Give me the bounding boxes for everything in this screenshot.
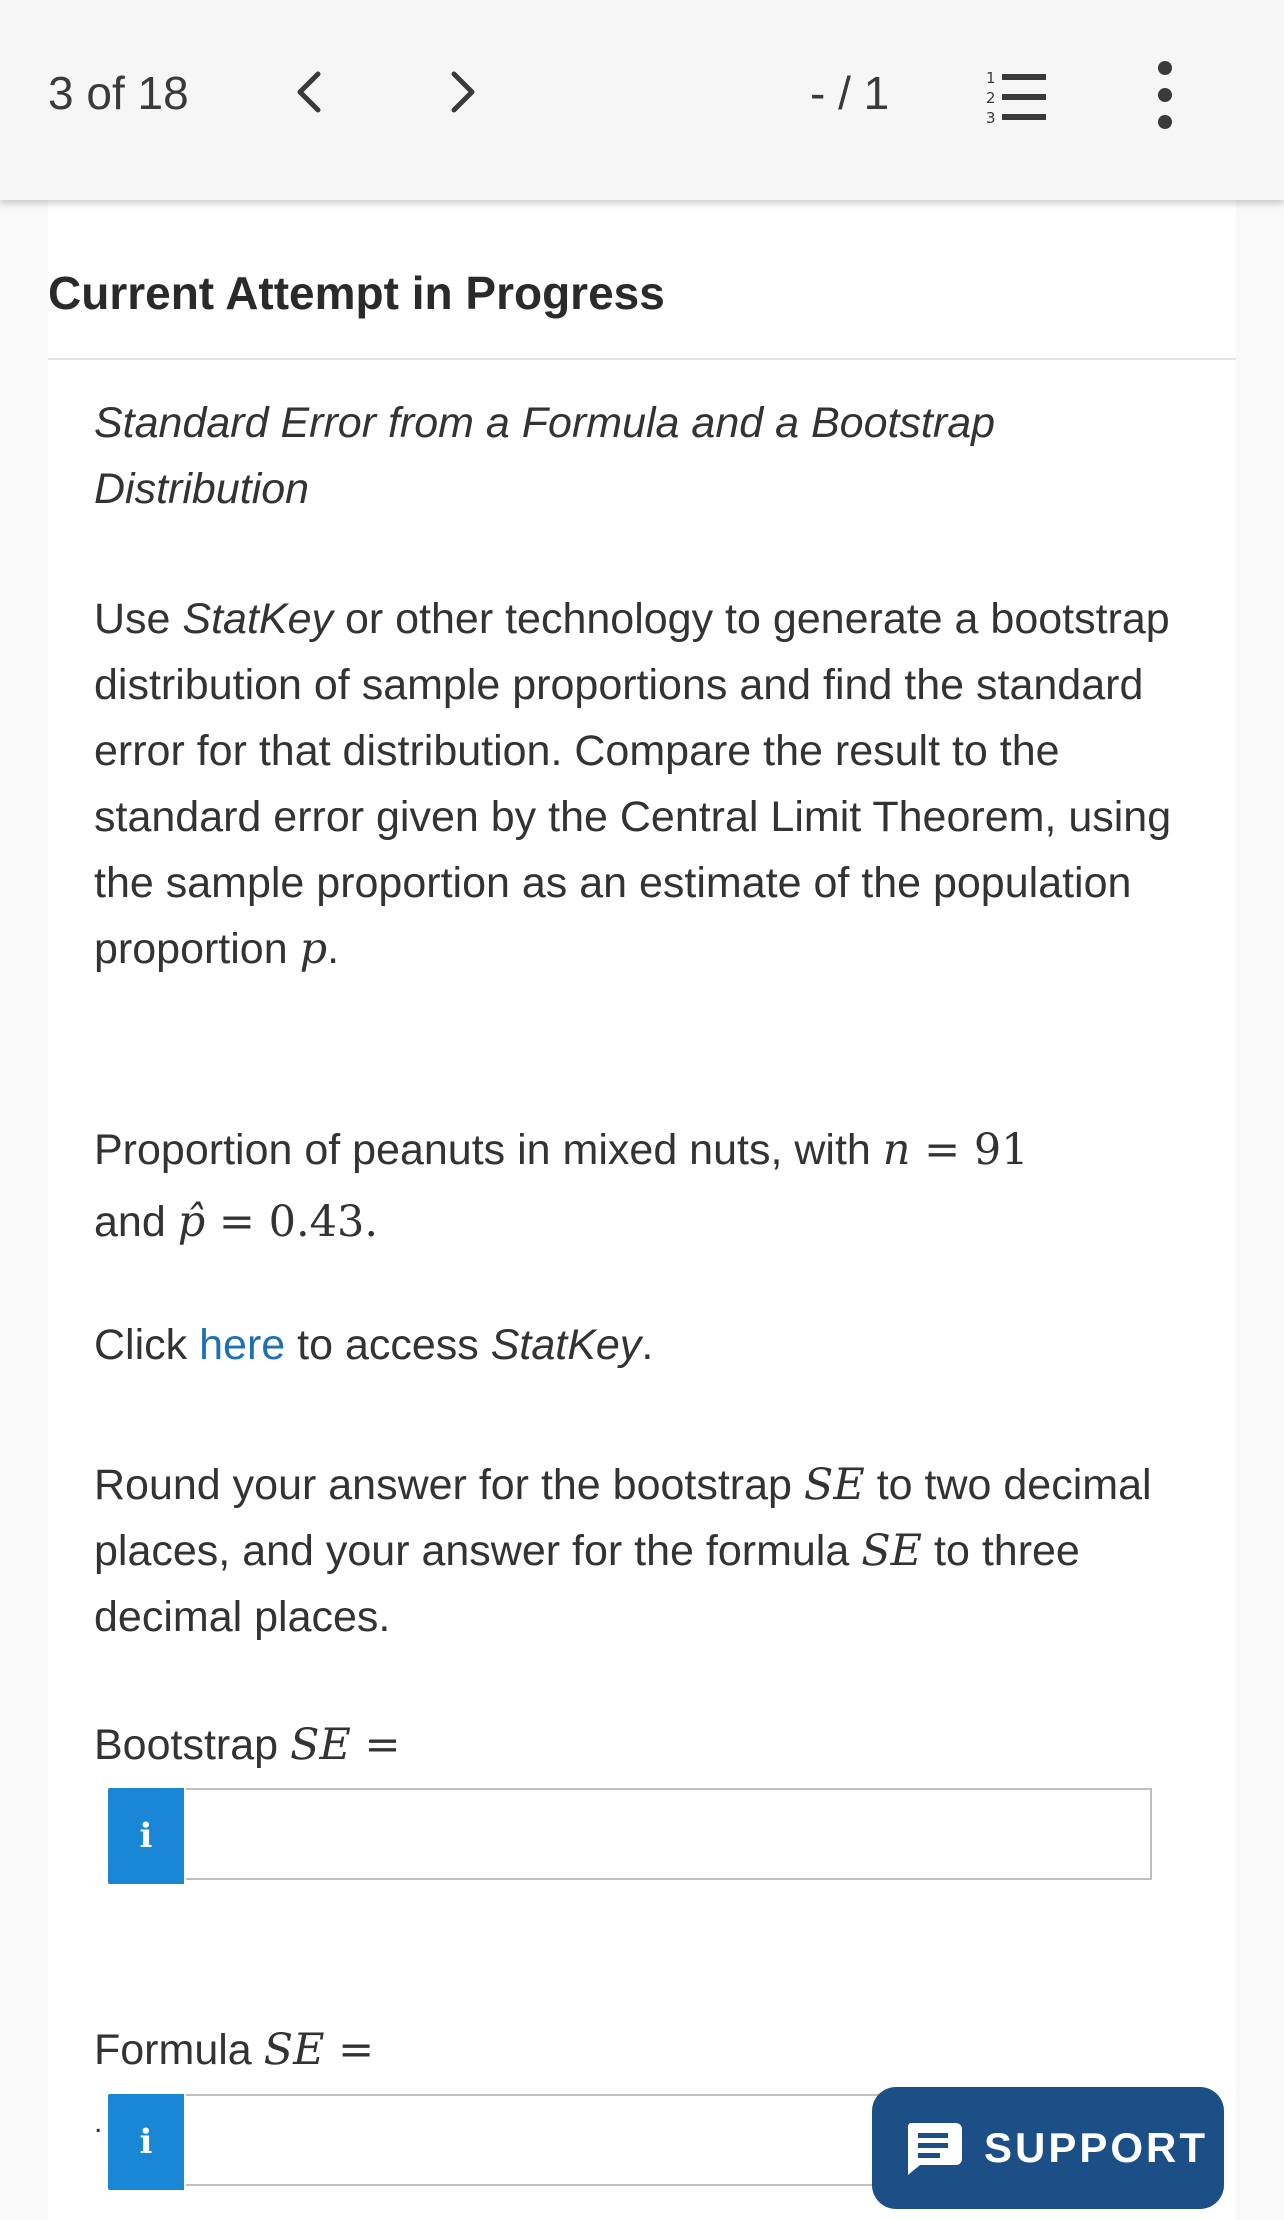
question-data bbox=[94, 1114, 1204, 1258]
more-options-button[interactable] bbox=[1140, 58, 1190, 132]
rounding-instructions bbox=[94, 1452, 1234, 1650]
se-symbol: SE bbox=[861, 1526, 923, 1576]
label-text: Bootstrap bbox=[94, 1721, 290, 1769]
top-bar bbox=[0, 0, 1284, 200]
bootstrap-se-label bbox=[94, 1720, 401, 1770]
data-text: Proportion of peanuts in mixed nuts, with bbox=[94, 1126, 883, 1174]
numbered-list-icon bbox=[984, 66, 1048, 126]
instruction-text: . bbox=[327, 925, 340, 973]
formula-info-button[interactable]: i bbox=[108, 2094, 184, 2190]
equals: = bbox=[205, 1197, 269, 1247]
statkey-link[interactable]: here bbox=[199, 1321, 286, 1369]
bootstrap-se-input[interactable] bbox=[186, 1788, 1152, 1880]
formula-se-label bbox=[94, 2025, 374, 2075]
svg-text:3: 3 bbox=[986, 109, 996, 126]
previous-question-button[interactable] bbox=[278, 62, 338, 122]
round-text: to two decimal places, and your answer for the formula bbox=[94, 1461, 1152, 1575]
round-text: Round your answer for the bootstrap bbox=[94, 1461, 804, 1509]
click-text: . bbox=[641, 1321, 654, 1369]
equals: = bbox=[910, 1125, 974, 1175]
svg-text:2: 2 bbox=[986, 89, 996, 107]
n-symbol: n bbox=[882, 1125, 911, 1175]
svg-text:1: 1 bbox=[986, 69, 996, 87]
se-symbol: SE bbox=[263, 2025, 325, 2075]
statkey-name: StatKey bbox=[490, 1321, 642, 1369]
question-title: Standard Error from a Formula and a Bootstrap Distribution bbox=[94, 399, 996, 513]
chevron-left-icon bbox=[294, 70, 322, 114]
label-text: Formula bbox=[94, 2026, 264, 2074]
chevron-right-icon bbox=[450, 70, 478, 114]
se-symbol: SE bbox=[290, 1720, 351, 1770]
p-hat-value: 0.43. bbox=[268, 1197, 379, 1247]
question-counter: 3 of 18 bbox=[48, 67, 189, 119]
equals: = bbox=[350, 1720, 401, 1770]
equals: = bbox=[324, 2025, 375, 2075]
click-text: Click bbox=[94, 1321, 200, 1369]
support-label: SUPPORT bbox=[984, 2124, 1209, 2171]
click-text: to access bbox=[285, 1321, 491, 1369]
data-text: and bbox=[94, 1198, 178, 1246]
question-instructions bbox=[94, 586, 1204, 982]
support-button[interactable] bbox=[872, 2087, 1224, 2209]
separator-dot: . bbox=[94, 2106, 103, 2139]
question-list-button[interactable] bbox=[984, 66, 1048, 126]
bootstrap-info-button[interactable]: i bbox=[108, 1788, 184, 1884]
next-question-button[interactable] bbox=[434, 62, 494, 122]
instruction-text: or other technology to generate a bootstrap distribution of sample proportions and find the standard error for that distribution. Compare the result to the standard error given by the Central Limit Theorem, using the sample proportion as an estimate of the population proportion bbox=[94, 595, 1172, 973]
statkey-name: StatKey bbox=[182, 595, 334, 643]
round-text: to three decimal places. bbox=[94, 1527, 1080, 1641]
statkey-access-line bbox=[94, 1312, 653, 1378]
divider bbox=[48, 358, 1236, 360]
n-value: 91 bbox=[973, 1125, 1029, 1175]
score-display: - / 1 bbox=[810, 67, 890, 119]
p-hat-symbol: p̂ bbox=[177, 1197, 206, 1247]
more-vertical-icon bbox=[1140, 58, 1190, 132]
population-proportion-symbol: p bbox=[299, 924, 328, 974]
question-card bbox=[48, 200, 1236, 2220]
instruction-text: Use bbox=[94, 595, 183, 643]
se-symbol: SE bbox=[803, 1460, 865, 1510]
chat-bubble-icon bbox=[902, 2117, 964, 2179]
attempt-status-title: Current Attempt in Progress bbox=[48, 267, 665, 319]
